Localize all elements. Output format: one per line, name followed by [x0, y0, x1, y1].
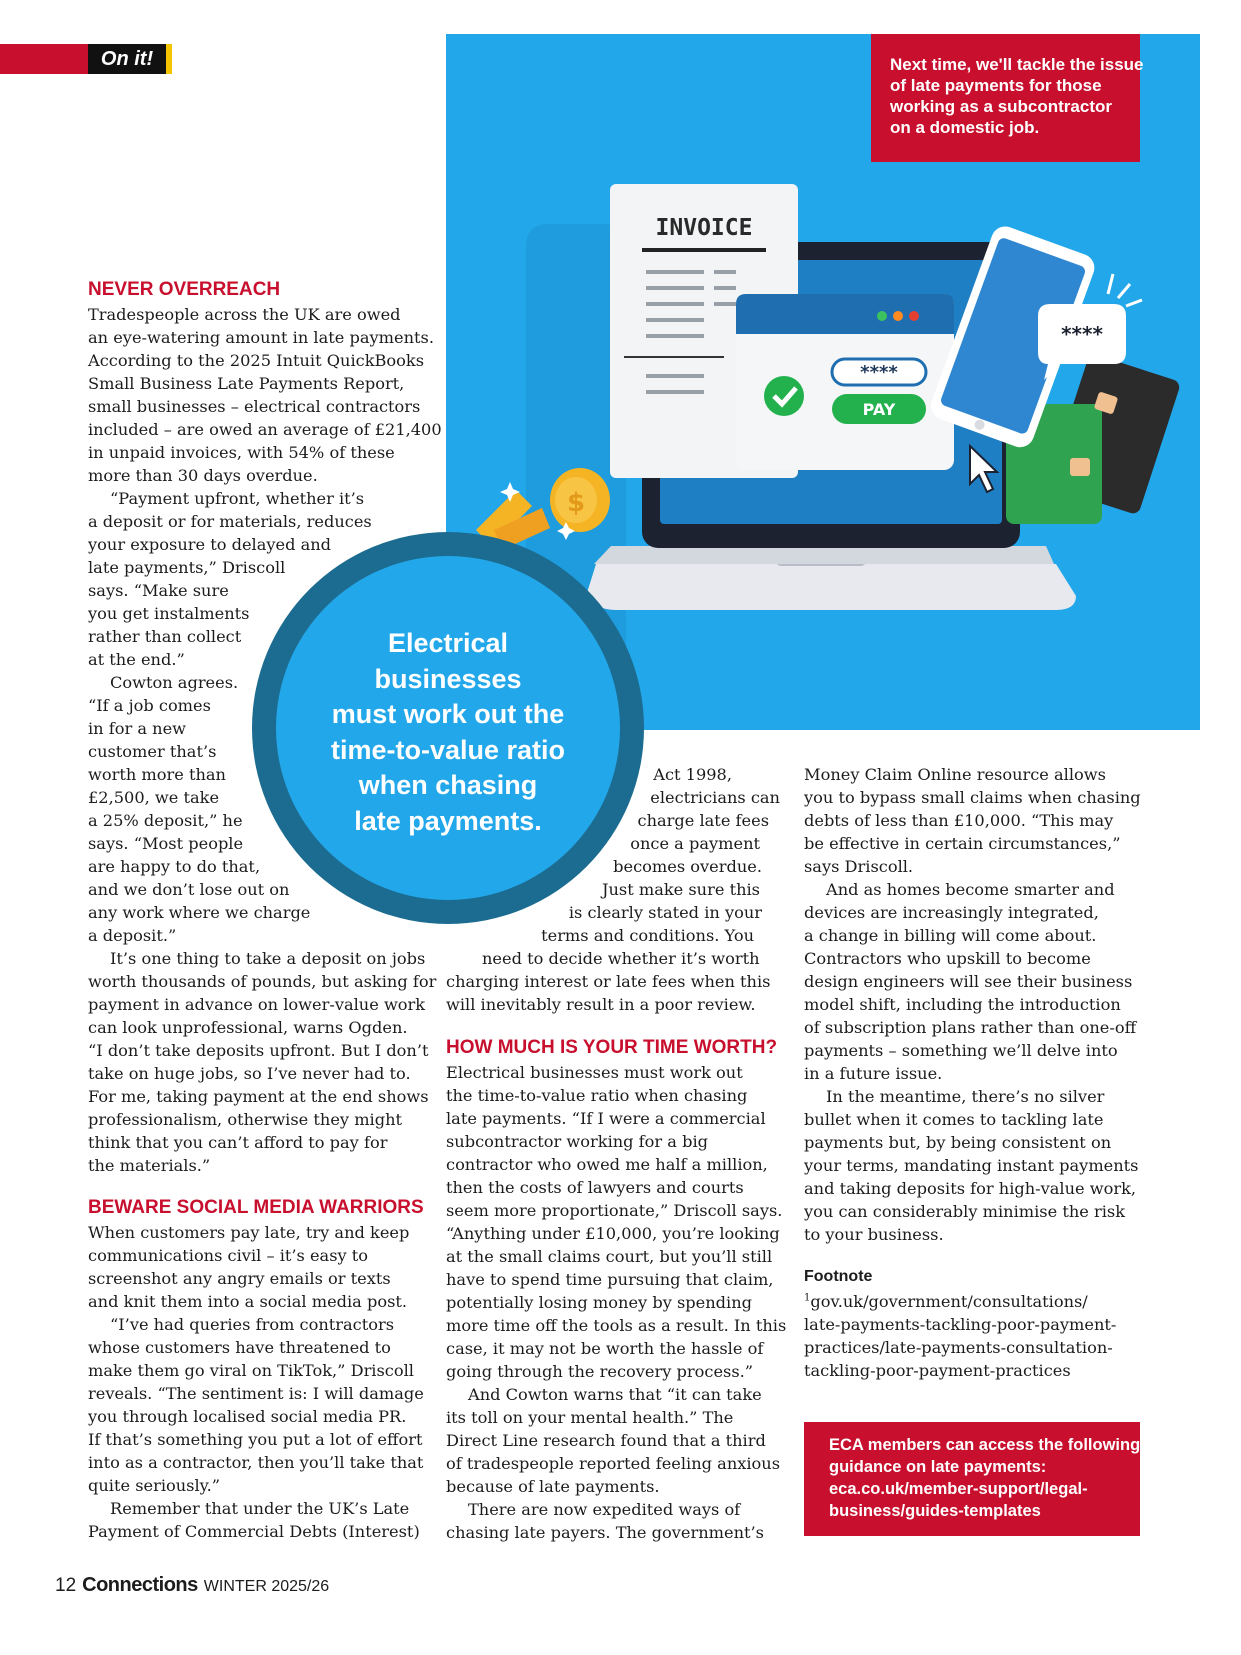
- body-line: And as homes become smarter and: [826, 880, 1115, 899]
- body-line: says. “Make sure: [88, 581, 229, 600]
- body-line: “I don’t take deposits upfront. But I don’t: [88, 1041, 429, 1060]
- body-line: a deposit or for materials, reduces: [88, 512, 372, 531]
- body-line: terms and conditions. You: [541, 926, 754, 945]
- eca-link-line[interactable]: business/guides-templates: [829, 1502, 1041, 1520]
- body-line: “I’ve had queries from contractors: [110, 1315, 395, 1334]
- magazine-name: Connections: [82, 1574, 198, 1596]
- body-line: a 25% deposit,” he: [88, 811, 243, 830]
- body-line: professionalism, otherwise they might: [88, 1110, 403, 1129]
- body-line: Cowton agrees.: [110, 673, 239, 692]
- body-line: rather than collect: [88, 627, 242, 646]
- body-line: Electrical businesses must work out: [446, 1063, 743, 1082]
- callout-line: Next time, we'll tackle the issue: [890, 55, 1144, 74]
- body-line: in unpaid invoices, with 54% of these: [88, 443, 395, 462]
- heading-social-media: BEWARE SOCIAL MEDIA WARRIORS: [88, 1197, 424, 1218]
- callout-line: working as a subcontractor: [890, 97, 1112, 116]
- pull-quote-line: late payments.: [354, 805, 542, 836]
- body-line: the materials.”: [88, 1156, 211, 1175]
- body-line: late payments. “If I were a commercial: [446, 1109, 766, 1128]
- body-line: take on huge jobs, so I’ve never had to.: [88, 1064, 411, 1083]
- footnote-line: late-payments-tackling-poor-payment-: [804, 1315, 1117, 1334]
- check-icon: [764, 376, 804, 416]
- body-line: and we don’t lose out on: [88, 880, 290, 899]
- body-line: your terms, mandating instant payments: [804, 1156, 1139, 1175]
- heading-time-worth: HOW MUCH IS YOUR TIME WORTH?: [446, 1037, 778, 1058]
- footnote-text: gov.uk/government/consultations/: [810, 1292, 1088, 1311]
- body-line: potentially losing money by spending: [446, 1293, 752, 1312]
- pull-quote-line: time-to-value ratio: [330, 734, 566, 765]
- body-line: Money Claim Online resource allows: [804, 765, 1106, 784]
- eca-link-line[interactable]: eca.co.uk/member-support/legal-: [829, 1480, 1088, 1498]
- body-line: will inevitably result in a poor review.: [446, 995, 756, 1014]
- next-time-callout: [871, 34, 1144, 162]
- body-line: Payment of Commercial Debts (Interest): [88, 1522, 420, 1541]
- pay-label: PAY: [862, 400, 896, 419]
- body-line: at the small claims court, but you’ll still: [446, 1247, 773, 1266]
- body-line: you to bypass small claims when chasing: [804, 788, 1141, 807]
- body-line: your exposure to delayed and: [88, 535, 332, 554]
- page-footer: [55, 1574, 329, 1597]
- body-line: small businesses – electrical contractors: [88, 397, 421, 416]
- body-line: of tradespeople reported feeling anxious: [446, 1454, 781, 1473]
- body-line: design engineers will see their business: [804, 972, 1133, 991]
- body-line: In the meantime, there’s no silver: [826, 1087, 1105, 1106]
- body-line: screenshot any angry emails or texts: [88, 1269, 391, 1288]
- body-line: more time off the tools as a result. In this: [446, 1316, 787, 1335]
- callout-line: on a domestic job.: [890, 118, 1040, 137]
- body-line: payments but, by being consistent on: [804, 1133, 1112, 1152]
- body-line: bullet when it comes to tackling late: [804, 1110, 1104, 1129]
- heading-never-overreach: NEVER OVERREACH: [88, 279, 281, 300]
- body-line: devices are increasingly integrated,: [804, 903, 1099, 922]
- body-line: and taking deposits for high-value work,: [804, 1179, 1137, 1198]
- body-line: communications civil – it’s easy to: [88, 1246, 369, 1265]
- body-line: It’s one thing to take a deposit on jobs: [110, 949, 426, 968]
- body-line: once a payment: [630, 834, 760, 853]
- body-line: charge late fees: [637, 811, 769, 830]
- body-line: in for a new: [88, 719, 187, 738]
- body-line: have to spend time pursuing that claim,: [446, 1270, 774, 1289]
- body-line: you can considerably minimise the risk: [804, 1202, 1126, 1221]
- body-line: There are now expedited ways of: [468, 1500, 741, 1519]
- laptop-base: [586, 564, 1076, 610]
- page-number: 12: [55, 1575, 77, 1596]
- invoice-title: INVOICE: [655, 215, 753, 241]
- body-line: an eye-watering amount in late payments.: [88, 328, 434, 347]
- body-line: worth more than: [88, 765, 226, 784]
- body-line: becomes overdue.: [613, 857, 762, 876]
- body-line: a deposit.”: [88, 926, 177, 945]
- issue-label: WINTER 2025/26: [203, 1578, 330, 1595]
- payment-window: [736, 294, 954, 470]
- body-line: late payments,” Driscoll: [88, 558, 286, 577]
- footnote-heading: Footnote: [804, 1268, 873, 1285]
- body-line: £2,500, we take: [88, 788, 220, 807]
- pull-quote-line: businesses: [374, 663, 522, 694]
- body-line: payments – something we’ll delve into: [804, 1041, 1118, 1060]
- footnote-line: practices/late-payments-consultation-: [804, 1338, 1113, 1357]
- pin-mask: ****: [860, 362, 898, 383]
- eca-guidance-box: [804, 1422, 1140, 1536]
- body-line: reveals. “The sentiment is: I will damage: [88, 1384, 424, 1403]
- body-line: Contractors who upskill to become: [804, 949, 1091, 968]
- body-line: and knit them into a social media post.: [88, 1292, 408, 1311]
- body-line: electricians can: [650, 788, 780, 807]
- body-line: any work where we charge: [88, 903, 311, 922]
- body-line: “Anything under £10,000, you’re looking: [446, 1224, 780, 1243]
- body-line: because of late payments.: [446, 1477, 660, 1496]
- body-line: think that you can’t afford to pay for: [88, 1133, 388, 1152]
- section-color-bar: [0, 44, 88, 74]
- body-line: If that’s something you put a lot of effort: [88, 1430, 423, 1449]
- pull-quote-line: when chasing: [358, 770, 538, 800]
- body-line: customer that’s: [88, 742, 217, 761]
- body-line: chasing late payers. The government’s: [446, 1523, 764, 1542]
- body-line: Direct Line research found that a third: [446, 1431, 766, 1450]
- body-line: “Payment upfront, whether it’s: [110, 489, 365, 508]
- body-line: the time-to-value ratio when chasing: [446, 1086, 748, 1105]
- pull-quote: [300, 626, 596, 839]
- body-line: a change in billing will come about.: [804, 926, 1097, 945]
- body-line: in a future issue.: [804, 1064, 943, 1083]
- body-line: Small Business Late Payments Report,: [88, 374, 405, 393]
- body-line: you get instalments: [88, 604, 250, 623]
- body-line: going through the recovery process.”: [446, 1362, 754, 1381]
- body-line: For me, taking payment at the end shows: [88, 1087, 429, 1106]
- callout-line: of late payments for those: [890, 76, 1102, 95]
- body-line: And Cowton warns that “it can take: [468, 1385, 762, 1404]
- footnote-marker: 1: [804, 1292, 811, 1304]
- body-line: says. “Most people: [88, 834, 244, 853]
- body-line: debts of less than £10,000. “This may: [804, 811, 1114, 830]
- body-line: of subscription plans rather than one-off: [804, 1018, 1137, 1037]
- svg-text:$: $: [566, 488, 586, 518]
- body-line: to your business.: [804, 1225, 944, 1244]
- body-line: quite seriously.”: [88, 1476, 221, 1495]
- body-line: charging interest or late fees when this: [446, 972, 771, 991]
- body-line: is clearly stated in your: [568, 903, 762, 922]
- body-line: make them go viral on TikTok,” Driscoll: [88, 1361, 414, 1380]
- section-tag: On it!: [88, 44, 172, 74]
- body-line: need to decide whether it’s worth: [482, 949, 760, 968]
- eca-line: ECA members can access the following: [829, 1436, 1141, 1454]
- body-line: are happy to do that,: [88, 857, 261, 876]
- body-line: seem more proportionate,” Driscoll says.: [446, 1201, 783, 1220]
- body-line: Remember that under the UK’s Late: [110, 1499, 410, 1518]
- body-line: When customers pay late, try and keep: [88, 1223, 410, 1242]
- body-line: Act 1998,: [653, 765, 732, 784]
- body-line: model shift, including the introduction: [804, 995, 1121, 1014]
- phone-mask: ****: [1061, 322, 1103, 346]
- body-line: According to the 2025 Intuit QuickBooks: [88, 351, 425, 370]
- body-line: included – are owed an average of £21,400: [88, 420, 442, 439]
- body-line: be effective in certain circumstances,”: [804, 834, 1121, 853]
- body-line: whose customers have threatened to: [88, 1338, 391, 1357]
- footnote-line: [804, 1290, 1088, 1313]
- body-line: more than 30 days overdue.: [88, 466, 318, 485]
- eca-line: guidance on late payments:: [829, 1458, 1047, 1476]
- body-line: contractor who owed me half a million,: [446, 1155, 768, 1174]
- body-line: can look unprofessional, warns Ogden.: [88, 1018, 408, 1037]
- body-line: you through localised social media PR.: [88, 1407, 407, 1426]
- body-line: at the end.”: [88, 650, 185, 669]
- body-line: then the costs of lawyers and courts: [446, 1178, 744, 1197]
- body-line: Just make sure this: [601, 880, 760, 899]
- body-line: subcontractor working for a big: [446, 1132, 709, 1151]
- pull-quote-line: must work out the: [331, 699, 565, 729]
- body-line: its toll on your mental health.” The: [446, 1408, 734, 1427]
- pull-quote-line: Electrical: [387, 628, 509, 658]
- footnote-line: tackling-poor-payment-practices: [804, 1361, 1071, 1380]
- body-line: “If a job comes: [88, 696, 211, 715]
- body-line: into as a contractor, then you’ll take that: [88, 1453, 424, 1472]
- body-line: Tradespeople across the UK are owed: [88, 305, 401, 324]
- body-line: says Driscoll.: [804, 857, 914, 876]
- body-line: payment in advance on lower-value work: [88, 995, 426, 1014]
- body-line: worth thousands of pounds, but asking for: [88, 972, 437, 991]
- body-line: case, it may not be worth the hassle of: [446, 1339, 764, 1358]
